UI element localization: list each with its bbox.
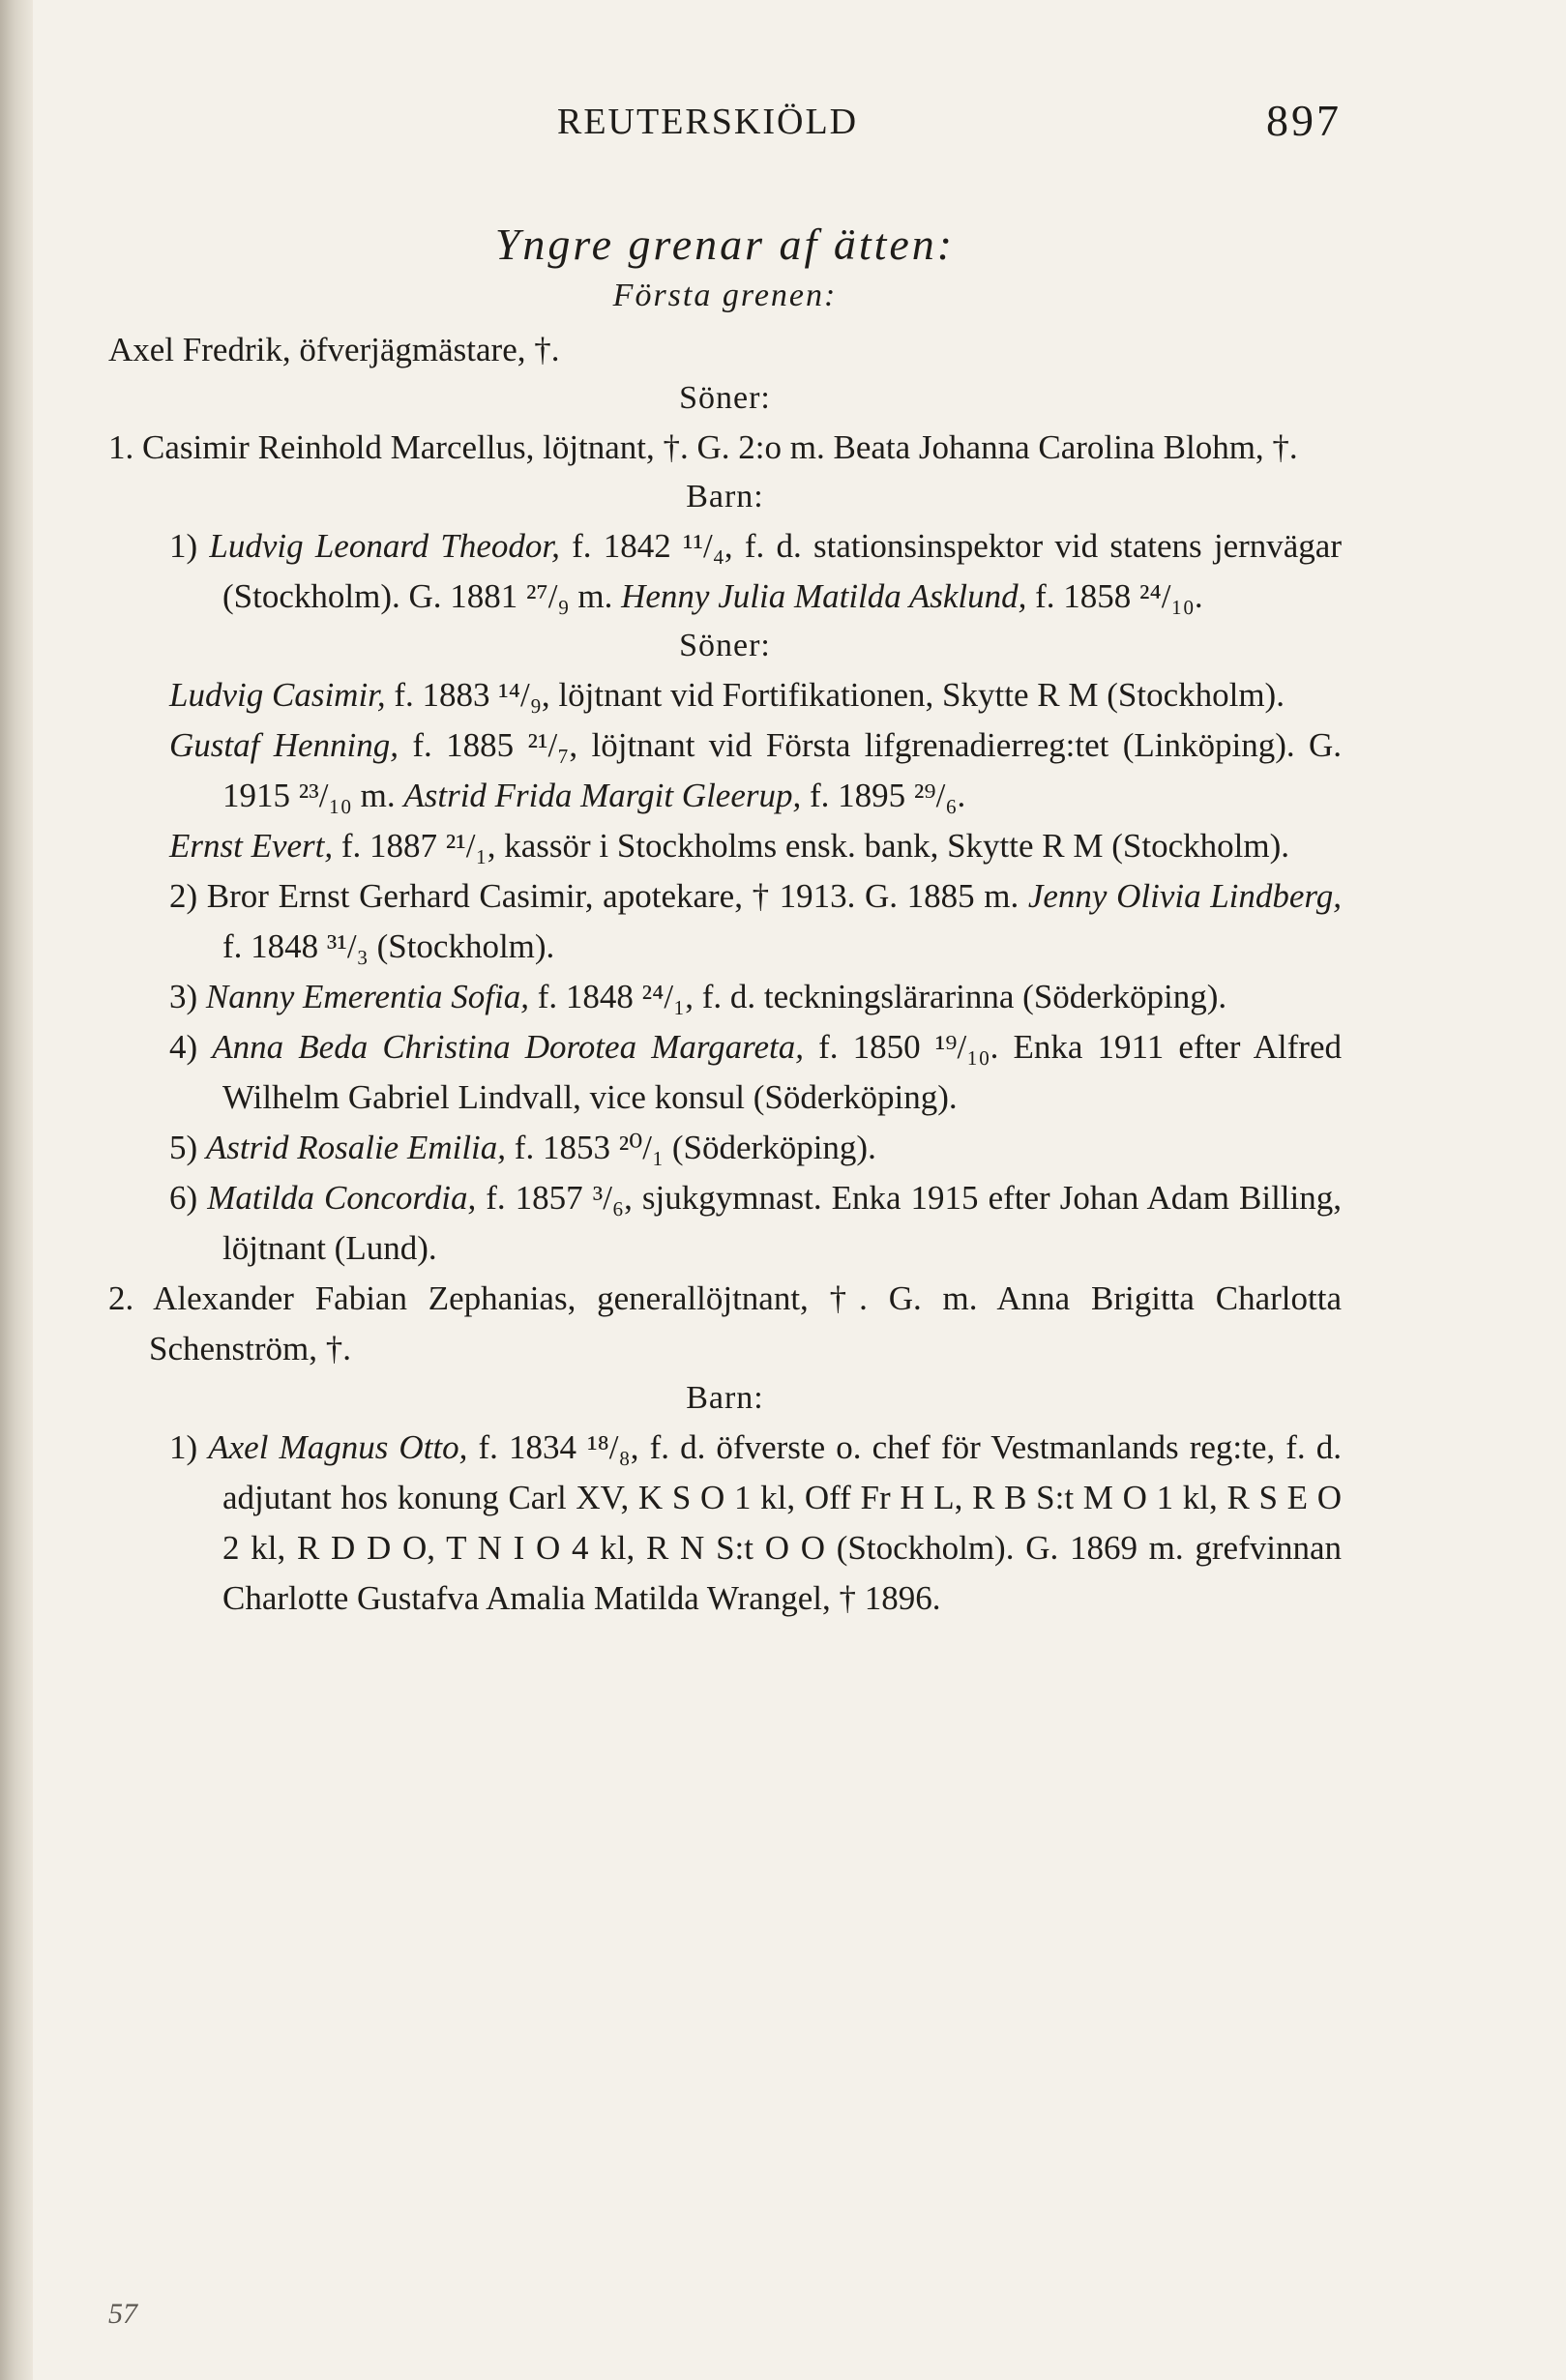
child-number: 6)	[169, 1179, 198, 1217]
child-entry-4	[108, 1022, 1342, 1123]
label-soner: Söner:	[679, 628, 771, 663]
grandchild-entry-2	[108, 720, 1342, 821]
child-text: f. 1857 ³/₆, sjukgymnast. Enka 1915 efter Johan Adam Billing, löjtnant (Lund).	[222, 1179, 1343, 1267]
running-head-title: REUTERSKIÖLD	[557, 102, 859, 142]
child-text: f. 1834 ¹⁸/₈, f. d. öfverste o. chef för Vestmanlands reg:te, f. d. adjutant hos konung Carl XV, K S O 1 kl, Off Fr H L, R B S:t M O 1 kl, R S E O 2 kl, R D D O, T N I O 4 kl, R N S:t O O (Stockholm). G. 1869 m. grefvinnan Charlotte Gustafva Amalia Matilda Wrangel, † 1896.	[222, 1428, 1342, 1617]
entry-2: 2. Alexander Fabian Zephanias, generallöjtnant, †. G. m. Anna Brigitta Charlotta Schenström, †.	[108, 1279, 1342, 1367]
section-subtitle: Första grenen:	[612, 278, 838, 313]
page-number: 897	[1266, 96, 1342, 145]
child-name: Nanny Emerentia Sofia,	[205, 978, 529, 1015]
grandchild-name: Ernst Evert,	[169, 827, 334, 865]
root-ancestor: Axel Fredrik, öfverjägmästare, †.	[108, 331, 560, 368]
child-entry-2-1	[108, 1423, 1342, 1624]
child-entry-1	[108, 521, 1342, 622]
spouse-name: Henny Julia Matilda Asklund,	[621, 577, 1027, 615]
grandchild-entry-3	[108, 821, 1342, 871]
child-number: 3)	[169, 978, 198, 1015]
grandchild-text-tail: f. 1895 ²⁹/₆.	[810, 777, 966, 814]
label-soner: Söner:	[679, 380, 771, 416]
child-text: f. 1848 ²⁴/₁, f. d. teckningslärarinna (Söderköping).	[537, 978, 1227, 1015]
child-number: 1)	[169, 1428, 198, 1466]
child-entry-6	[108, 1173, 1342, 1274]
grandchild-text: f. 1887 ²¹/₁, kassör i Stockholms ensk. bank, Skytte R M (Stockholm).	[340, 827, 1289, 865]
child-text: f. 1853 ²⁰/₁ (Söderköping).	[514, 1129, 876, 1166]
child-text-tail: f. 1858 ²⁴/₁₀.	[1035, 577, 1203, 615]
child-name: Matilda Concordia,	[207, 1179, 477, 1217]
child-text-tail: f. 1848 ³¹/₃ (Stockholm).	[222, 927, 555, 965]
child-name: Astrid Rosalie Emilia,	[205, 1129, 507, 1166]
label-barn: Barn:	[686, 479, 764, 514]
grandchild-name: Gustaf Henning,	[169, 726, 399, 764]
document-page	[108, 93, 1342, 1624]
section-title: Yngre grenar af ätten:	[494, 220, 956, 269]
child-number: 1)	[169, 527, 198, 565]
label-barn: Barn:	[686, 1380, 764, 1416]
child-text: Bror Ernst Gerhard Casimir, apotekare, † 1913. G. 1885 m.	[206, 877, 1028, 915]
spouse-name: Astrid Frida Margit Gleerup,	[403, 777, 802, 814]
child-name: Anna Beda Christina Dorotea Margareta,	[212, 1028, 804, 1066]
child-entry-3	[108, 972, 1342, 1022]
child-text: f. 1842 ¹¹/₄, f. d. stationsinspektor vid statens jernvägar (Stockholm). G. 1881 ²⁷/₉ m.	[222, 527, 1342, 615]
child-entry-2	[108, 871, 1342, 972]
child-entry-5	[108, 1123, 1342, 1173]
child-number: 2)	[169, 877, 198, 915]
spouse-name: Jenny Olivia Lindberg,	[1027, 877, 1343, 915]
child-number: 4)	[169, 1028, 198, 1066]
book-binding-shadow	[0, 0, 33, 2380]
entry-1: 1. Casimir Reinhold Marcellus, löjtnant, †. G. 2:o m. Beata Johanna Carolina Blohm, †.	[108, 428, 1298, 466]
child-name: Axel Magnus Otto,	[208, 1428, 468, 1466]
grandchild-text: f. 1883 ¹⁴/₉, löjtnant vid Fortifikationen, Skytte R M (Stockholm).	[394, 676, 1285, 714]
child-number: 5)	[169, 1129, 198, 1166]
grandchild-entry-1	[108, 670, 1342, 720]
child-text: f. 1850 ¹⁹/₁₀. Enka 1911 efter Alfred Wilhelm Gabriel Lindvall, vice konsul (Söderköping).	[222, 1028, 1342, 1116]
running-head	[108, 93, 1342, 170]
signature-mark: 57	[108, 2298, 137, 2330]
child-name: Ludvig Leonard Theodor,	[209, 527, 560, 565]
grandchild-text: f. 1885 ²¹/₇, löjtnant vid Första lifgrenadierreg:tet (Linköping). G. 1915 ²³/₁₀ m.	[222, 726, 1342, 814]
grandchild-name: Ludvig Casimir,	[169, 676, 386, 714]
